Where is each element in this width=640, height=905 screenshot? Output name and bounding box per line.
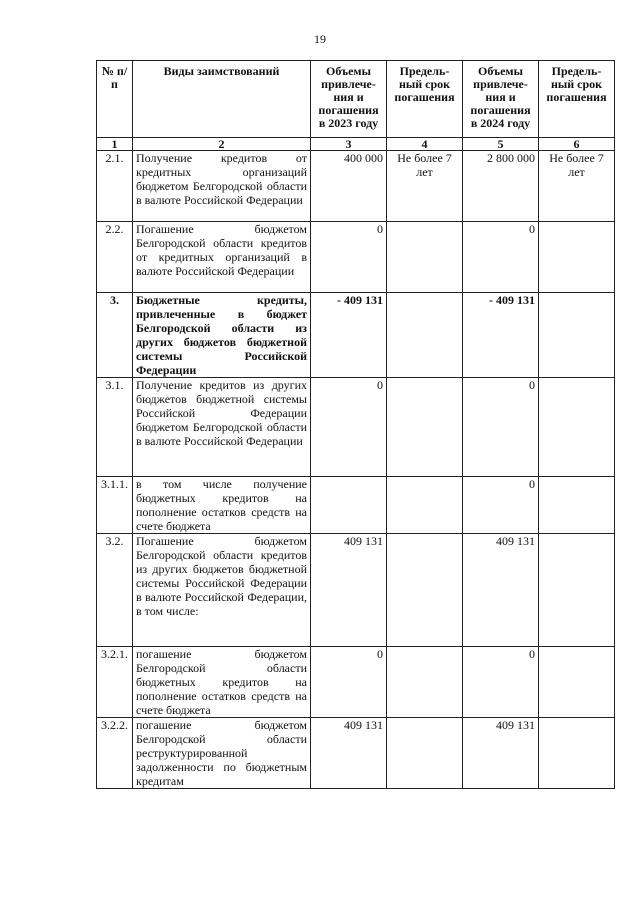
- term-2023: [387, 718, 463, 789]
- table-row: [97, 222, 615, 293]
- term-2024: [539, 718, 615, 789]
- volume-2023: 0: [311, 222, 387, 293]
- borrowings-table: [96, 60, 615, 789]
- table-row: [97, 293, 615, 378]
- volume-2024: 0: [463, 647, 539, 718]
- column-number: 6: [539, 138, 615, 151]
- volume-2024: 0: [463, 378, 539, 477]
- row-number: 3.1.: [97, 378, 133, 477]
- row-number: 3.2.2.: [97, 718, 133, 789]
- table-row: [97, 534, 615, 647]
- row-description: Получение кредитов из других бюджетов бюджетной системы Российской Федерации бюджетом Белгородской области в валюте Российской Федерации: [133, 378, 311, 477]
- column-number: 4: [387, 138, 463, 151]
- volume-2023: 409 131: [311, 534, 387, 647]
- term-2023: Не более 7 лет: [387, 151, 463, 222]
- row-description: Получение кредитов от кредитных организаций бюджетом Белгородской области в валюте Российской Федерации: [133, 151, 311, 222]
- header-volume-2024: Объемы привлече-ния и погашения в 2024 году: [463, 61, 539, 138]
- header-term-2023: Предель-ный срок погашения: [387, 61, 463, 138]
- volume-2024: 409 131: [463, 534, 539, 647]
- header-number: № п/п: [97, 61, 133, 138]
- table-row: [97, 477, 615, 534]
- column-number: 5: [463, 138, 539, 151]
- term-2024: [539, 534, 615, 647]
- table-header-row: [97, 61, 615, 138]
- term-2023: [387, 477, 463, 534]
- term-2023: [387, 378, 463, 477]
- row-description: погашение бюджетом Белгородской области реструктурированной задолженности по бюджетным кредитам: [133, 718, 311, 789]
- volume-2024: 409 131: [463, 718, 539, 789]
- column-number: 1: [97, 138, 133, 151]
- row-number: 3.2.: [97, 534, 133, 647]
- term-2023: [387, 647, 463, 718]
- column-number: 3: [311, 138, 387, 151]
- term-2024: Не более 7 лет: [539, 151, 615, 222]
- table-row: [97, 718, 615, 789]
- term-2024: [539, 378, 615, 477]
- header-borrowing-type: Виды заимствований: [133, 61, 311, 138]
- term-2024: [539, 477, 615, 534]
- page-number: 19: [314, 32, 326, 46]
- row-description: погашение бюджетом Белгородской области бюджетных кредитов на пополнение остатков средств на счете бюджета: [133, 647, 311, 718]
- term-2024: [539, 647, 615, 718]
- row-number: 2.2.: [97, 222, 133, 293]
- header-term-2024: Предель-ный срок погашения: [539, 61, 615, 138]
- volume-2023: 400 000: [311, 151, 387, 222]
- volume-2024: 2 800 000: [463, 151, 539, 222]
- term-2024: [539, 222, 615, 293]
- volume-2024: 0: [463, 222, 539, 293]
- table-row: [97, 647, 615, 718]
- volume-2024: - 409 131: [463, 293, 539, 378]
- row-number: 3.1.1.: [97, 477, 133, 534]
- volume-2023: - 409 131: [311, 293, 387, 378]
- volume-2023: 0: [311, 647, 387, 718]
- row-description: Погашение бюджетом Белгородской области кредитов от кредитных организаций в валюте Российской Федерации: [133, 222, 311, 293]
- term-2023: [387, 293, 463, 378]
- column-number-row: [97, 138, 615, 151]
- row-number: 3.2.1.: [97, 647, 133, 718]
- volume-2023: 409 131: [311, 718, 387, 789]
- term-2024: [539, 293, 615, 378]
- row-description: Погашение бюджетом Белгородской области кредитов из других бюджетов бюджетной системы Российской Федерации в валюте Российской Федерации, в том числе:: [133, 534, 311, 647]
- row-description: Бюджетные кредиты, привлеченные в бюджет Белгородской области из других бюджетов бюджетной системы Российской Федерации: [133, 293, 311, 378]
- column-number: 2: [133, 138, 311, 151]
- volume-2023: 0: [311, 378, 387, 477]
- table-row: [97, 151, 615, 222]
- row-number: 3.: [97, 293, 133, 378]
- table-row: [97, 378, 615, 477]
- volume-2024: 0: [463, 477, 539, 534]
- volume-2023: [311, 477, 387, 534]
- term-2023: [387, 534, 463, 647]
- row-description: в том числе получение бюджетных кредитов на пополнение остатков средств на счете бюджета: [133, 477, 311, 534]
- row-number: 2.1.: [97, 151, 133, 222]
- term-2023: [387, 222, 463, 293]
- header-volume-2023: Объемы привлече-ния и погашения в 2023 году: [311, 61, 387, 138]
